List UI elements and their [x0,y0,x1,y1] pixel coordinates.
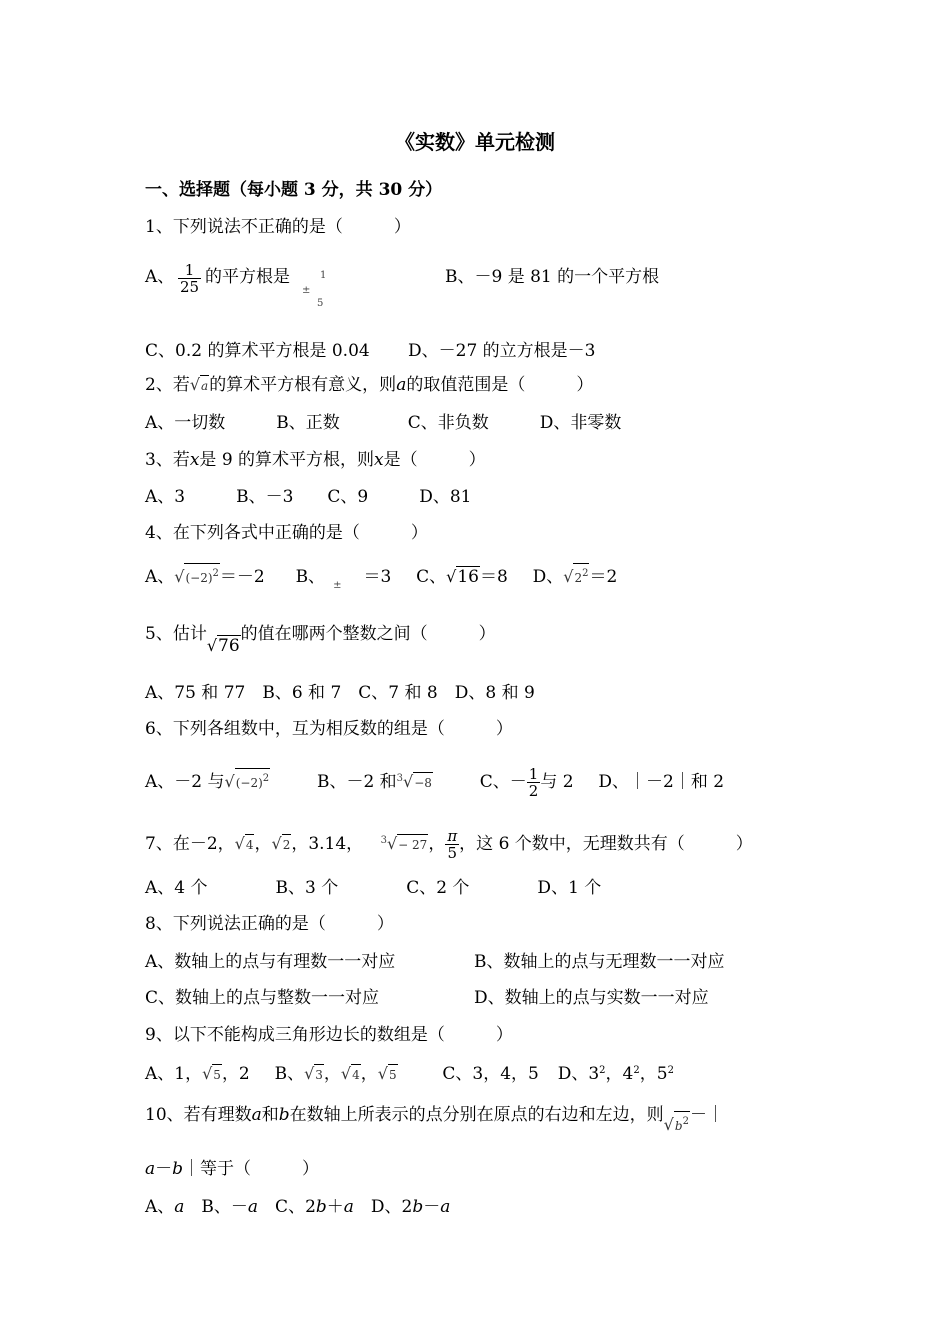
q7-r1: 4 [245,834,255,855]
question-3-stem [145,450,486,470]
q10-oc2: a [343,1197,354,1217]
q10-sqrt: $√b^2$ [664,1111,690,1136]
q4-d-eq: ＝2 [589,567,618,587]
q3-stem-c: 是（ ） [383,450,486,470]
q10-od1: b [412,1197,424,1217]
q4-c-eq: ＝8 [479,567,508,587]
q9-b-r3: 5 [388,1064,398,1085]
question-9-stem: 9、以下不能构成三角形边长的数组是（ ） [145,1025,513,1045]
q5-stem-b: 的值在哪两个整数之间（ ） [240,624,496,644]
q5-sqrt: √76 [206,636,240,656]
q4-a-sqrt: $√(-2)^2$ [174,563,220,588]
section-heading: 一、选择题（每小题 3 分，共 30 分） [145,180,443,200]
q6-c-num: 1 [528,765,539,783]
q10-line2-a: a [145,1159,156,1179]
q4-options [145,563,617,590]
question-7-stem [145,828,753,861]
q6-a-sqrt: $√(-2)^2$ [225,768,271,793]
q7-sep1: ， [254,834,272,854]
q10-opt-c: C、2 [258,1197,316,1217]
q9-a-b: ，2 [221,1064,250,1084]
q7-sqrt-4: √4 [234,834,254,853]
q4-d-rad: 2 [574,571,583,585]
q10-options [145,1197,450,1217]
q9-d-c: ，5 [639,1064,668,1084]
q5-options: A、75 和 77 B、6 和 7 C、7 和 8 D、8 和 9 [145,683,535,703]
q9-b-r2: 4 [351,1064,361,1085]
question-5-stem [145,623,496,656]
q6-a-sup: 2 [262,773,270,784]
q9-d-s2: 2 [633,1065,640,1076]
q10-line2-c: b [172,1159,184,1179]
q10-stem-a: 10、若有理数 [145,1105,252,1125]
q7-stem-a: 7、在－2， [145,834,235,854]
question-8-stem: 8、下列说法正确的是（ ） [145,914,394,934]
q9-b-r1: 3 [314,1064,324,1085]
question-2-stem [145,375,593,396]
q1-a-fraction [178,262,201,295]
q9-b-sqrt1: √3 [304,1064,323,1083]
q1-option-d: D、－27 的立方根是－3 [408,341,596,361]
q10-line2-b: － [155,1159,173,1179]
q9-b-s2: ， [360,1064,378,1084]
q7-sep2: ，3.14， [291,834,364,854]
q7-pi: π [447,827,458,845]
q10-tail: －｜ [689,1105,724,1125]
q6-a-rad: (−2) [235,776,263,790]
q4-d-sqrt: $√2^2$ [563,563,589,588]
q9-a-r: 5 [212,1064,222,1085]
q10-oc-plus: ＋ [326,1197,344,1217]
question-10-stem [145,1101,724,1134]
q1-a-prefix: A、 [145,267,175,287]
q4-a-sup: 2 [212,568,219,579]
q7-r3: − 27 [397,834,428,855]
question-4-stem: 4、在下列各式中正确的是（ ） [145,523,428,543]
q9-d-s3: 2 [667,1065,674,1076]
q8-option-c: C、数轴上的点与整数一一对应 [145,988,380,1008]
q10-rad: b [674,1119,683,1133]
q2-sqrt: √a [189,375,209,394]
q4-c-sqrt: √16 [446,567,479,587]
q10-od2: a [440,1197,451,1217]
q6-b-rad: −8 [413,772,433,793]
q7-pi-frac [445,828,459,861]
q4-a-prefix: A、 [145,567,175,587]
q7-index: 3 [380,835,387,846]
q6-a-prefix: A、－2 与 [145,772,225,792]
q1-option-b: B、－9 是 81 的一个平方根 [445,267,660,287]
q4-a-rad: (−2) [185,571,213,585]
q4-c-prefix: C、 [416,567,447,587]
q2-var: a [396,375,407,395]
q8-option-a: A、数轴上的点与有理数一一对应 [145,952,396,972]
q6-b-prefix: B、－2 和 [316,772,397,792]
q3-stem-a: 3、若 [145,450,190,470]
q6-c-tail: 与 2 [540,772,574,792]
q7-stem-b: ，这 6 个数中，无理数共有（ ） [459,834,753,854]
q3-x1: x [189,450,200,470]
q10-ob: a [247,1197,259,1217]
q6-d: D、｜－2｜和 2 [598,772,725,792]
q6-c-fraction [527,766,541,799]
q1-a-pm: ± [302,285,311,296]
q10-a: a [251,1105,262,1125]
q6-options [145,766,724,799]
q1-a-den: 25 [180,278,200,296]
q9-options [145,1061,674,1085]
q4-b-pm: ± [333,580,342,591]
q7-five: 5 [447,844,458,862]
q9-c: C、3，4，5 [442,1064,539,1084]
q9-b-a: B、 [274,1064,305,1084]
q5-stem-a: 5、估计 [145,624,207,644]
q10-oa: a [174,1197,185,1217]
q7-r2: 2 [282,834,292,855]
q10-rad-sup: 2 [682,1116,689,1127]
q3-options: A、3 B、－3 C、9 D、81 [145,487,472,507]
q1-option-a [145,267,174,287]
q10-line2 [145,1159,319,1179]
q7-cbrt: $^3$√− 27 [380,834,428,853]
q4-a-eq: ＝－2 [219,567,265,587]
question-1-stem: 1、下列说法不正确的是（ ） [145,217,411,237]
q10-mid1: 和 [261,1105,279,1125]
page-title: 《实数》单元检测 [395,130,555,154]
q7-sep3: ， [428,834,446,854]
q4-d-sup: 2 [582,568,589,579]
q3-x2: x [374,450,384,470]
q4-b-eq: ＝3 [363,567,392,587]
q10-opt-b: B、－ [184,1197,248,1217]
q1-a-text: 的平方根是 [205,267,290,287]
q6-c-den: 2 [528,782,539,800]
question-6-stem: 6、下列各组数中，互为相反数的组是（ ） [145,719,513,739]
q4-d-prefix: D、 [532,567,564,587]
q1-option-c: C、0.2 的算术平方根是 0.04 [145,341,370,361]
q8-option-b: B、数轴上的点与无理数一一对应 [474,952,725,972]
q9-a-a: A、1， [145,1064,203,1084]
q2-stem-b: 的算术平方根有意义，则 [209,375,397,395]
q9-b-s1: ， [323,1064,341,1084]
q9-d-s1: 2 [599,1065,606,1076]
q10-opt-d: D、2 [353,1197,413,1217]
q9-a-sqrt: √5 [202,1064,221,1083]
q1-a-tail-num: 1 [320,270,327,281]
q4-c-rad: 16 [457,567,479,587]
q7-sqrt-2: √2 [271,834,291,853]
q10-stem-b: 在数轴上所表示的点分别在原点的右边和左边，则 [289,1105,664,1125]
q9-d-b: ，4 [605,1064,634,1084]
q10-opt-a: A、 [145,1197,175,1217]
q10-line2-d: ｜等于（ ） [183,1159,320,1179]
q6-c-prefix: C、－ [479,772,527,792]
q8-option-d: D、数轴上的点与实数一一对应 [474,988,709,1008]
q2-stem-a: 2、若 [145,375,190,395]
q9-b-sqrt2: √4 [340,1064,360,1083]
q2-rad: a [201,379,209,393]
q6-b-index: 3 [396,773,404,784]
q10-oc1: b [315,1197,327,1217]
q2-stem-c: 的取值范围是（ ） [406,375,594,395]
q7-options: A、4 个 B、3 个 C、2 个 D、1 个 [145,878,602,898]
q10-b: b [278,1105,290,1125]
q1-a-tail-den: 5 [317,298,324,309]
q3-stem-b: 是 9 的算术平方根，则 [199,450,375,470]
q9-b-sqrt3: √5 [377,1064,397,1083]
q1-a-num: 1 [178,262,201,279]
q4-b-prefix: B、 [295,567,326,587]
q10-od-minus: － [423,1197,441,1217]
q6-b-sqrt: $^3$√−8 [396,772,432,791]
q9-d-a: D、3 [557,1064,600,1084]
q5-rad: 76 [218,636,240,656]
q2-options: A、一切数 B、正数 C、非负数 D、非零数 [145,413,622,433]
